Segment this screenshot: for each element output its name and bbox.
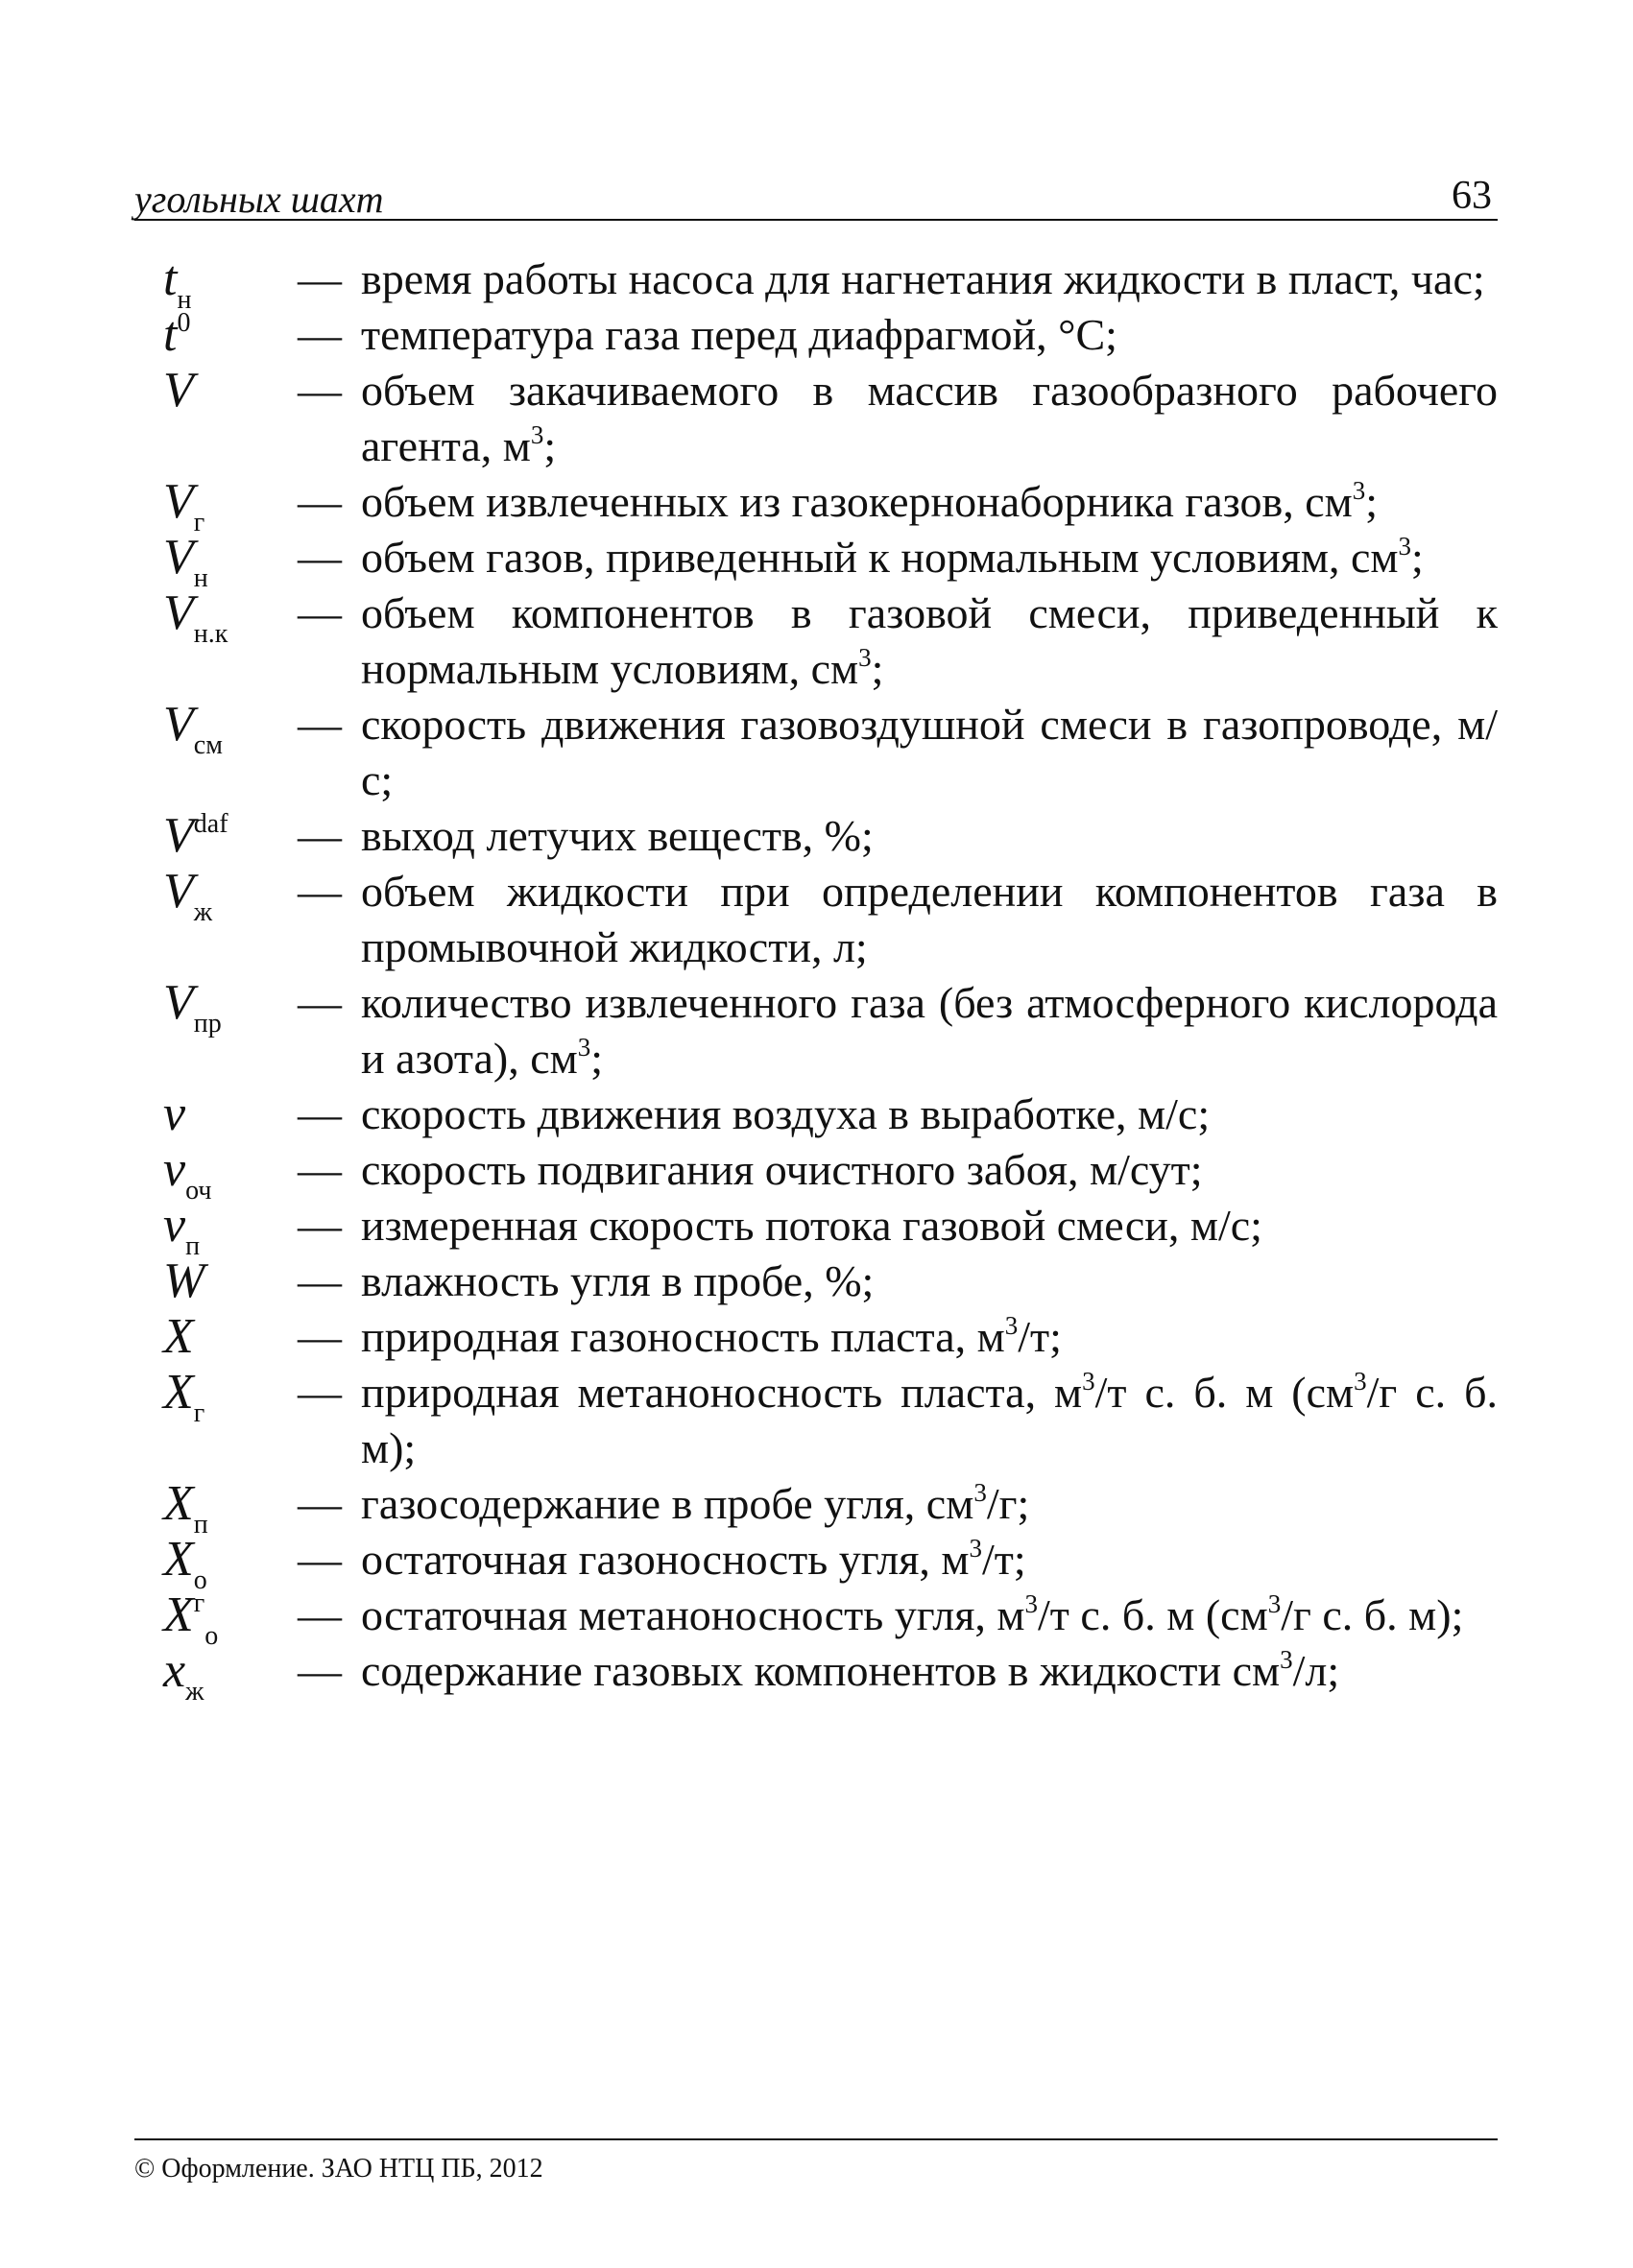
superscript-three: 3 — [1354, 1367, 1367, 1396]
footer-divider — [134, 2138, 1498, 2140]
symbol — [163, 251, 298, 315]
definition-text: влажность угля в пробе, %; — [361, 1256, 875, 1305]
page-header — [134, 171, 1498, 221]
definition-text: объем компонентов в газовой смеси, приведенный к нормальным условиям, $см^3$; — [361, 588, 1498, 693]
definition-row — [163, 1532, 1498, 1595]
symbol-base: V — [163, 808, 194, 863]
symbol-subscript: о — [204, 1621, 219, 1651]
em-dash: — — [298, 700, 342, 749]
em-dash: — — [298, 588, 342, 637]
definition-text: объем закачиваемого в массив газообразного рабочего агента, $м^3$; — [361, 366, 1498, 470]
symbol-subscript: см — [193, 730, 223, 760]
definition-row — [163, 1253, 1498, 1309]
em-dash: — — [298, 811, 342, 860]
symbol-base: V — [163, 975, 194, 1030]
symbol — [163, 864, 298, 975]
symbol-subscript: н.к — [193, 619, 228, 649]
definition-text: объем извлеченных из газокернонаборника газов, $см^3$; — [361, 476, 1379, 526]
symbol-base: V — [163, 864, 194, 919]
definition-text: скорость движения воздуха в выработке, м/с; — [361, 1089, 1211, 1138]
symbol-subscript: г — [193, 1398, 205, 1428]
definition-text: температура газа перед диафрагмой, °С; — [361, 310, 1117, 359]
em-dash: — — [298, 533, 342, 582]
symbol-subscript: г — [193, 508, 205, 537]
superscript-three: 3 — [1352, 476, 1366, 505]
em-dash: — — [298, 366, 342, 415]
definition-text: содержание газовых компонентов в жидкости $см^3/л$; — [361, 1645, 1340, 1695]
symbol — [163, 530, 298, 593]
symbol-base: t — [163, 307, 178, 362]
definition-row — [163, 1476, 1498, 1540]
symbol — [163, 808, 298, 864]
em-dash: — — [298, 1312, 342, 1361]
definition-text: количество извлеченного газа (без атмосферного кислорода и азота), $см^3$; — [361, 978, 1498, 1083]
superscript-three: 3 — [1024, 1589, 1039, 1618]
symbol — [163, 1198, 298, 1261]
definition-text: скорость подвигания очистного забоя, м/сут; — [361, 1145, 1203, 1194]
definition-row — [163, 530, 1498, 593]
superscript-three: 3 — [1280, 1645, 1293, 1674]
symbol — [163, 363, 298, 474]
superscript-three: 3 — [1004, 1311, 1019, 1340]
symbol-subscript: ж — [193, 897, 213, 927]
symbol-base: V — [163, 697, 194, 752]
em-dash: — — [298, 1145, 342, 1194]
definition-text: выход летучих веществ, %; — [361, 811, 874, 860]
definition-row — [163, 697, 1498, 808]
symbol — [163, 975, 298, 1086]
symbol-subscript: ж — [185, 1677, 204, 1707]
em-dash: — — [298, 1646, 342, 1695]
symbol-superscript: 0 — [177, 308, 191, 338]
em-dash: — — [298, 1201, 342, 1250]
symbol — [163, 1365, 298, 1476]
definition-row — [163, 307, 1498, 363]
symbol — [163, 1588, 298, 1651]
symbol-subscript: оч — [185, 1176, 212, 1206]
superscript-three: 3 — [530, 420, 544, 449]
definition-text: природная газоносность пласта, $м^3/т$; — [361, 1311, 1062, 1361]
definition-row — [163, 1198, 1498, 1261]
symbol — [163, 1142, 298, 1206]
em-dash: — — [298, 1368, 342, 1417]
copyright-footer: © Оформление. ЗАО НТЦ ПБ, 2012 — [134, 2154, 543, 2184]
definition-row — [163, 975, 1498, 1086]
definition-row — [163, 864, 1498, 975]
definition-text: объем жидкости при определении компонентов газа в промывочной жидкости, л; — [361, 867, 1498, 971]
symbol-subscript: н — [193, 563, 208, 593]
definition-text: объем газов, приведенный к нормальным условиям, $см^3$; — [361, 532, 1424, 582]
symbol — [163, 697, 298, 808]
em-dash: — — [298, 1479, 342, 1528]
definition-row — [163, 1643, 1498, 1707]
running-title: угольных шахт — [134, 178, 384, 221]
superscript-three: 3 — [1398, 532, 1412, 561]
superscript-three: 3 — [858, 643, 872, 672]
definition-text: время работы насоса для нагнетания жидкости в пласт, час; — [361, 254, 1485, 303]
symbol-base: v — [163, 1142, 186, 1197]
definition-row — [163, 1365, 1498, 1476]
symbol-base: v — [163, 1198, 186, 1253]
symbol-subscript: п — [193, 1510, 208, 1540]
em-dash: — — [298, 1535, 342, 1584]
symbol-base: X — [163, 1588, 194, 1642]
superscript-three: 3 — [969, 1534, 982, 1563]
symbol-base: V — [163, 363, 194, 418]
definition-row — [163, 251, 1498, 315]
definition-row — [163, 1588, 1498, 1651]
symbol — [163, 1309, 298, 1365]
symbol — [163, 474, 298, 537]
symbol-subscript: н — [177, 285, 192, 315]
symbol-base: v — [163, 1086, 186, 1141]
definition-text: скорость движения газовоздушной смеси в газопроводе, м/с; — [361, 700, 1498, 804]
symbol-base: V — [163, 530, 194, 585]
symbol-base: x — [163, 1643, 186, 1698]
symbol — [163, 1476, 298, 1540]
em-dash: — — [298, 310, 342, 359]
em-dash: — — [298, 1590, 342, 1639]
symbol-base: V — [163, 474, 194, 529]
symbol — [163, 585, 298, 697]
definition-row — [163, 474, 1498, 537]
em-dash: — — [298, 254, 342, 303]
definition-text: измеренная скорость потока газовой смеси, м/с; — [361, 1201, 1262, 1250]
symbol-superscript: г — [193, 1588, 205, 1618]
em-dash: — — [298, 867, 342, 916]
symbol-base: X — [163, 1476, 194, 1531]
definition-row — [163, 363, 1498, 474]
definition-text: природная метаноносность пласта, $м^3/т$ с. б. м ($см^3/г$ с. б. м); — [361, 1367, 1498, 1472]
definition-row — [163, 1309, 1498, 1365]
symbol-superscript: daf — [193, 809, 228, 839]
symbol-base: W — [163, 1253, 205, 1308]
definition-text: остаточная метаноносность угля, $м^3/т$ с. б. м ($см^3/г$ с. б. м); — [361, 1589, 1464, 1639]
symbol-subscript: п — [185, 1231, 201, 1261]
symbol — [163, 1532, 298, 1595]
definition-row — [163, 808, 1498, 864]
symbol — [163, 307, 298, 363]
symbol-base: X — [163, 1365, 194, 1420]
superscript-three: 3 — [1082, 1367, 1095, 1396]
symbol — [163, 1643, 298, 1707]
superscript-three: 3 — [1267, 1589, 1282, 1618]
symbol-base: X — [163, 1309, 194, 1364]
symbol-subscript: пр — [193, 1009, 222, 1039]
definition-row — [163, 585, 1498, 697]
symbol — [163, 1253, 298, 1309]
superscript-three: 3 — [577, 1033, 591, 1062]
definition-text: газосодержание в пробе угля, $см^3/г$; — [361, 1478, 1030, 1528]
definition-row — [163, 1142, 1498, 1206]
definitions-list — [163, 251, 1498, 1707]
em-dash: — — [298, 1256, 342, 1305]
symbol-base: V — [163, 585, 194, 640]
superscript-three: 3 — [973, 1478, 987, 1507]
symbol-subscript: о — [193, 1565, 207, 1595]
em-dash: — — [298, 1089, 342, 1138]
definition-row — [163, 1086, 1498, 1142]
definition-text: остаточная газоносность угля, $м^3/т$; — [361, 1534, 1026, 1584]
symbol-base: X — [163, 1532, 194, 1587]
page-number: 63 — [1452, 174, 1492, 218]
em-dash: — — [298, 477, 342, 526]
symbol-base: t — [163, 251, 178, 306]
symbol — [163, 1086, 298, 1142]
em-dash: — — [298, 978, 342, 1027]
